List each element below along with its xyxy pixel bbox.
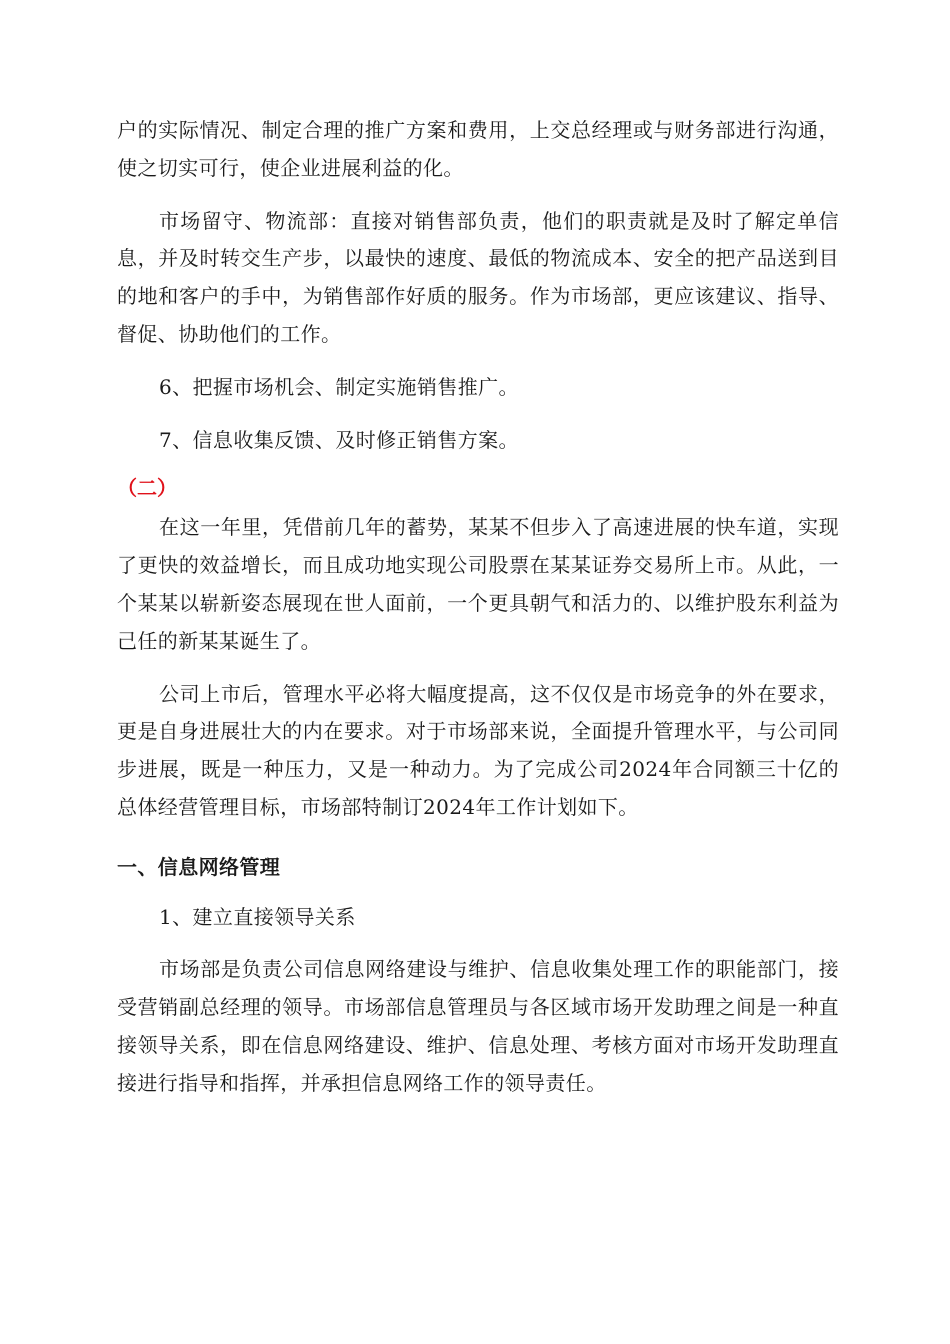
section-heading-1: 一、信息网络管理 [117,854,281,879]
list-item-6: 6、把握市场机会、制定实施销售推广。 [159,374,519,399]
document-body [117,112,839,1103]
subheading-1: 1、建立直接领导关系 [159,904,356,929]
paragraph-logistics: 市场留守、物流部：直接对销售部负责，他们的职责就是及时了解定单信息，并及时转交生产步，以最快的速度、最低的物流成本、安全的把产品送到目的地和客户的手中，为销售部作好质的服务。作为市场部，更应该建议、指导、督促、协助他们的工作。 [117,208,839,346]
list-item-7: 7、信息收集反馈、及时修正销售方案。 [159,427,519,452]
paragraph-year-review: 在这一年里，凭借前几年的蓄势，某某不但步入了高速进展的快车道，实现了更快的效益增长，而且成功地实现公司股票在某某证券交易所上市。从此，一个某某以崭新姿态展现在世人面前，一个更具朝气和活力的、以维护股东利益为己任的新某某诞生了。 [117,515,839,653]
paragraph-network: 市场部是负责公司信息网络建设与维护、信息收集处理工作的职能部门，接受营销副总经理的领导。市场部信息管理员与各区域市场开发助理之间是一种直接领导关系，即在信息网络建设、维护、信息处理、考核方面对市场开发助理直接进行指导和指挥，并承担信息网络工作的领导责任。 [117,957,839,1095]
section-marker: （二） [117,476,177,501]
paragraph-plan-intro: 公司上市后，管理水平必将大幅度提高，这不仅仅是市场竞争的外在要求，更是自身进展壮大的内在要求。对于市场部来说，全面提升管理水平，与公司同步进展，既是一种压力，又是一种动力。为了完成公司2024年合同额三十亿的总体经营管理目标，市场部特制订2024年工作计划如下。 [117,681,839,819]
paragraph-continuation: 户的实际情况、制定合理的推广方案和费用，上交总经理或与财务部进行沟通，使之切实可行，使企业进展利益的化。 [117,118,839,180]
